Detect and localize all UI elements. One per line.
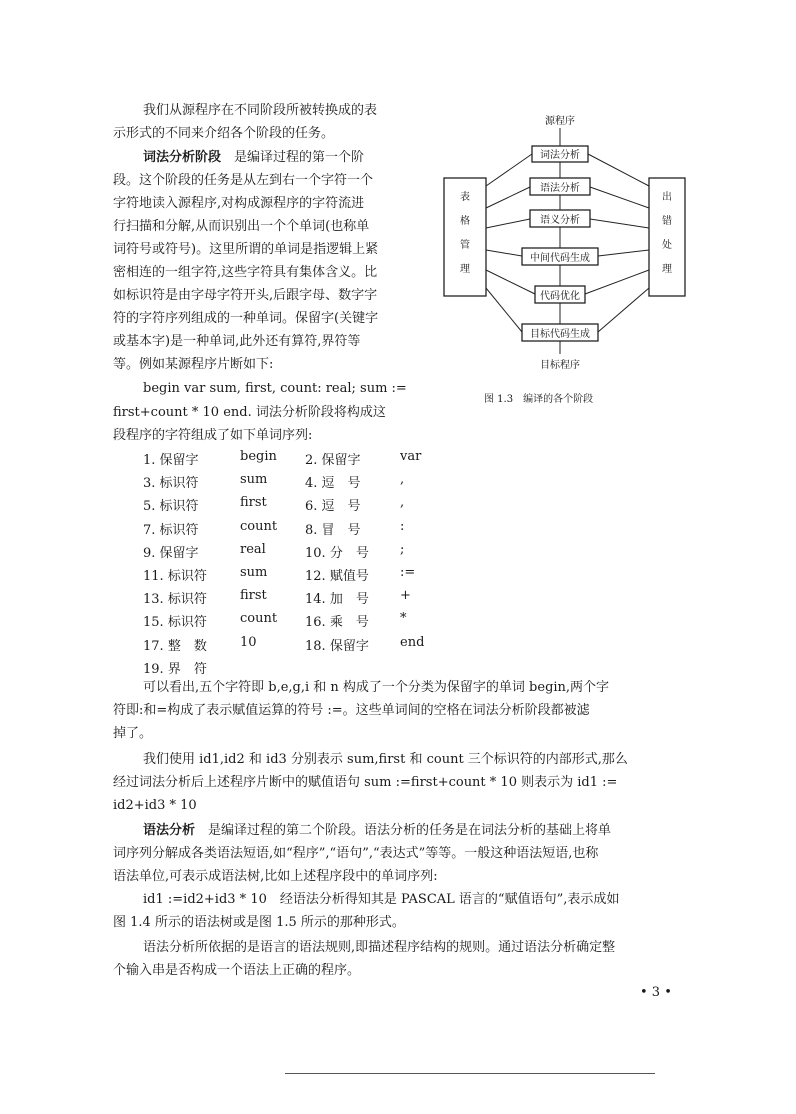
token-number: 4. (305, 476, 318, 492)
figure-caption: 图 1.3 编译的各个阶段 (484, 394, 594, 405)
token-kind-label: 保留字 (321, 453, 361, 468)
lexical-line: 如标识符是由字母字符开头,后跟字母、数字字 (113, 288, 378, 303)
blanks-line-2: 符即:和=构成了表示赋值运算的符号 :=。这些单词间的空格在词法分析阶段都被滤 (113, 703, 590, 718)
token-kind (305, 588, 369, 607)
token-kind-label: 标识符 (167, 592, 207, 608)
blanks-line-1: 可以看出,五个字符即 b,e,g,i 和 n 构成了一个分类为保留字的单词 begin,两个字 (143, 680, 610, 695)
token-text: var (400, 449, 422, 464)
token-kind (305, 472, 361, 491)
token-kind (305, 542, 369, 561)
syntax-line: 词序列分解成各类语法短语,如“程序”,“语句”,“表达式”等等。一般这种语法短语,也称 (113, 846, 599, 861)
token-number: 3. (143, 476, 156, 492)
token-number: 12. (305, 569, 326, 584)
box-label: 目标代码生成 (530, 329, 590, 340)
lexical-heading: 词法分析阶段 (143, 150, 222, 165)
syntax-first-line-text: 是编译过程的第二个阶段。语法分析的任务是在词法分析的基础上将单 (208, 823, 612, 838)
token-kind (143, 472, 199, 491)
lexical-line: 或基本字)是一种单词,此外还有算符,界符等 (113, 334, 361, 349)
lexical-line: 等。例如某源程序片断如下: (113, 357, 274, 372)
compiler-phases-diagram (440, 110, 700, 370)
code-line-3: 段程序的字符组成了如下单词序列: (113, 428, 313, 443)
left-box-char: 管 (460, 240, 470, 251)
token-kind-label: 保留字 (329, 638, 369, 654)
rules-line-2: 个输入串是否构成一个语法上正确的程序。 (113, 963, 361, 978)
token-number: 2. (305, 453, 318, 468)
code-line-2: first+count * 10 end. 词法分析阶段将构成这 (113, 405, 386, 420)
token-text: * (400, 611, 407, 627)
box-label: 词法分析 (540, 150, 580, 161)
token-text: count (240, 518, 278, 534)
token-kind (143, 565, 207, 584)
right-box-char: 出 (662, 192, 672, 203)
target-program-label: 目标程序 (540, 360, 580, 370)
token-text: + (400, 588, 411, 604)
token-kind-label: 逗 号 (321, 476, 361, 492)
token-number: 7. (143, 522, 156, 538)
left-box-char: 表 (460, 192, 470, 203)
token-kind-label: 标识符 (159, 476, 199, 492)
token-text: 10 (240, 634, 257, 650)
syntax-heading: 语法分析 (143, 823, 196, 838)
box-label: 语义分析 (540, 215, 580, 226)
token-kind-label: 赋值号 (329, 569, 369, 584)
token-kind (143, 495, 199, 514)
right-box-char: 理 (662, 264, 672, 275)
assign-line-1: id1 :=id2+id3 * 10 经语法分析得知其是 PASCAL 语言的“赋值语句”,表示成如 (143, 892, 620, 907)
token-kind (143, 611, 207, 630)
assign-line-2: 图 1.4 所示的语法树或是图 1.5 所示的那种形式。 (113, 915, 405, 930)
token-kind (143, 658, 207, 677)
code-line-1: begin var sum, first, count: real; sum := (143, 381, 407, 396)
token-kind (143, 588, 207, 607)
token-number: 15. (143, 615, 164, 631)
blanks-line-3: 掉了。 (113, 726, 153, 741)
lexical-first-line (143, 146, 364, 169)
syntax-line: 语法单位,可表示成语法树,比如上述程序段中的单词序列: (113, 869, 438, 884)
token-kind-label: 标识符 (159, 522, 199, 538)
lexical-line: 字符地读入源程序,对构成源程序的字符流进 (113, 196, 365, 211)
token-number: 9. (143, 545, 156, 561)
bottom-rule (285, 1073, 655, 1074)
token-number: 10. (305, 545, 326, 561)
token-number: 8. (305, 522, 318, 538)
lexical-line: 密相连的一组字符,这些字符具有集体含义。比 (113, 265, 378, 280)
token-kind (305, 519, 361, 538)
token-kind (305, 449, 361, 468)
lexical-line: 行扫描和分解,从而识别出一个个单词(也称单 (113, 219, 370, 234)
token-kind (305, 635, 369, 654)
token-text: count (240, 611, 278, 627)
box-label: 代码优化 (540, 291, 580, 302)
box-label: 中间代码生成 (530, 253, 590, 264)
token-text: first (240, 495, 267, 511)
left-box-char: 格 (460, 216, 470, 227)
token-kind-label: 乘 号 (329, 615, 369, 631)
token-kind-label: 标识符 (167, 615, 207, 631)
token-text: : (400, 518, 405, 534)
box-label: 语法分析 (540, 183, 580, 194)
token-text: , (400, 495, 405, 511)
ids-line-3: id2+id3 * 10 (113, 798, 197, 813)
ids-line-2: 经过词法分析后上述程序片断中的赋值语句 sum :=first+count * 10 则表示为 id1 := (113, 775, 618, 790)
token-kind (143, 449, 199, 468)
token-kind-label: 逗 号 (321, 499, 361, 515)
token-number: 5. (143, 499, 156, 515)
token-kind-label: 保留字 (159, 545, 199, 561)
token-number: 17. (143, 638, 164, 654)
token-text: begin (240, 449, 277, 464)
right-box-char: 错 (662, 216, 672, 227)
intro-line-2: 示形式的不同来介绍各个阶段的任务。 (113, 126, 335, 141)
token-kind (143, 542, 199, 561)
lexical-line: 符的字符序列组成的一种单词。保留字(关键字 (113, 311, 379, 326)
token-text: ; (400, 541, 405, 557)
token-number: 19. (143, 661, 164, 677)
rules-line-1: 语法分析所依据的是语言的语法规则,即描述程序结构的规则。通过语法分析确定整 (143, 940, 616, 955)
token-kind-label: 标识符 (167, 569, 207, 584)
token-kind-label: 界 符 (167, 661, 207, 677)
token-text: first (240, 588, 267, 604)
token-number: 13. (143, 592, 164, 608)
token-number: 18. (305, 638, 326, 654)
token-text: real (240, 541, 266, 557)
lexical-first-line-text: 是编译过程的第一个阶 (234, 150, 365, 165)
page-number: • 3 • (640, 985, 672, 1000)
token-kind (305, 611, 369, 630)
left-box-char: 理 (460, 264, 470, 275)
token-text: end (400, 634, 425, 650)
token-kind-label: 标识符 (159, 499, 199, 515)
token-number: 14. (305, 592, 326, 608)
token-kind (305, 565, 369, 584)
source-program-label: 源程序 (545, 116, 575, 127)
token-text: sum (240, 472, 268, 488)
token-number: 6. (305, 499, 318, 515)
token-kind-label: 整 数 (167, 638, 207, 654)
token-kind (305, 495, 361, 514)
token-kind-label: 保留字 (159, 453, 199, 468)
syntax-first-line (143, 819, 611, 842)
lexical-line: 词符号或符号)。这里所谓的单词是指逻辑上紧 (113, 242, 379, 257)
token-kind-label: 冒 号 (321, 522, 361, 538)
token-number: 16. (305, 615, 326, 631)
token-kind (143, 519, 199, 538)
token-text: sum (240, 565, 268, 580)
token-text: := (400, 565, 416, 580)
lexical-line: 段。这个阶段的任务是从左到右一个字符一个 (113, 173, 374, 188)
token-number: 11. (143, 569, 164, 584)
right-box-char: 处 (662, 240, 672, 251)
ids-line-1: 我们使用 id1,id2 和 id3 分别表示 sum,first 和 count 三个标识符的内部形式,那么 (143, 752, 628, 767)
token-kind (143, 635, 207, 654)
token-kind-label: 加 号 (329, 592, 369, 608)
intro-line-1: 我们从源程序在不同阶段所被转换成的表 (143, 103, 378, 118)
token-kind-label: 分 号 (329, 545, 369, 561)
token-text: , (400, 472, 405, 488)
token-number: 1. (143, 453, 156, 468)
